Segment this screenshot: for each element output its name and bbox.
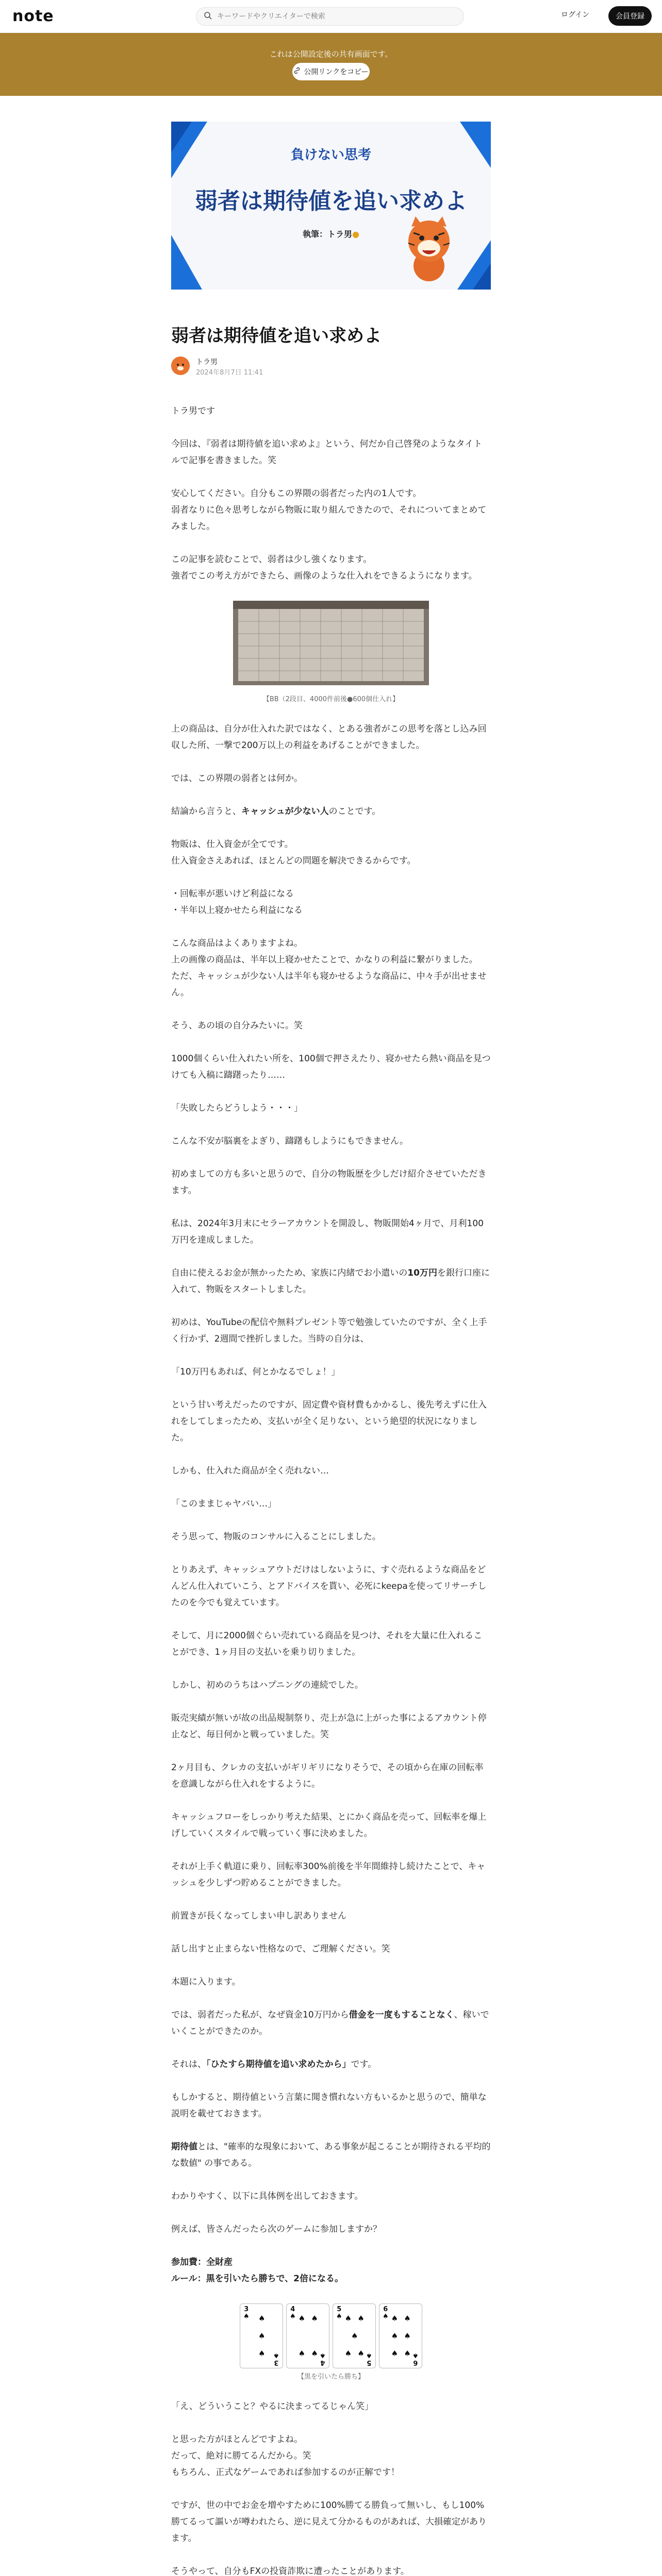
paragraph: 私は、2024年3月末にセラーアカウントを開設し、物販開始4ヶ月で、月利100万円を達成しました。 <box>171 1218 484 1245</box>
article-title: 弱者は期待値を追い求めよ <box>171 326 382 346</box>
list-item: ・半年以上寝かせたら利益になる <box>171 905 303 916</box>
paragraph: 今回は、『弱者は期待値を追い求めよ』という、何だか自己啓発のようなタイトルで記事を書きました。笑 <box>171 439 483 466</box>
tiger-mascot <box>393 209 465 281</box>
card-pip: ♠ <box>391 2331 399 2341</box>
top-navigation <box>0 0 662 33</box>
game-rule: ルール：黒を引いたら勝ちで、2倍になる。 <box>171 2274 343 2284</box>
paragraph: では、弱者だった私が、なぜ資金10万円から借金を一度もすることなく、稼いでいくことができたのか。 <box>171 2010 489 2037</box>
card-row <box>171 2303 491 2368</box>
figure-stock-image <box>171 601 491 704</box>
figure-caption: 【黒を引いたら勝ち】 <box>297 2373 365 2381</box>
card-rank: 3 ♠ <box>243 2306 250 2320</box>
paragraph: もちろん、正式なゲームであれば参加するのが正解です！ <box>171 2467 400 2478</box>
paragraph: 仕入資金さえあれば、ほとんどの問題を解決できるからです。 <box>171 856 416 866</box>
paragraph: 物販は、仕入資金が全てです。 <box>171 839 293 850</box>
paragraph: キャッシュフローをしっかり考えた結果、とにかく商品を売って、回転率を爆上げしていくスタイルで戦っていく事に決めました。 <box>171 1812 487 1839</box>
paragraph: しかし、初めのうちはハプニングの連続でした。 <box>171 1680 363 1690</box>
card-pip: ♠ <box>404 2313 411 2323</box>
figure-cards-1 <box>171 2303 491 2382</box>
card-pip: ♠ <box>258 2313 266 2323</box>
publish-date: 2024年8月7日 11:41 <box>196 369 263 377</box>
card-pip: ♠ <box>404 2349 411 2359</box>
article-meta <box>171 357 491 379</box>
paragraph: 2ヶ月目も、クレカの支払いがギリギリになりそうで、その頃から在庫の回転率を意識しながら仕入れをするように。 <box>171 1762 484 1789</box>
paragraph: 例えば、皆さんだったら次のゲームに参加しますか？ <box>171 2224 382 2234</box>
paragraph: 「10万円もあれば、何とかなるでしょ！」 <box>171 1367 340 1377</box>
article-header-image <box>171 122 491 290</box>
share-banner-text: これは公開設定後の共有画面です。 <box>269 49 393 59</box>
card-pip: ♠ <box>404 2331 411 2341</box>
list-item: ・回転率が悪いけど利益になる <box>171 889 294 899</box>
paragraph: 結論から言うと、キャッシュが少ない人のことです。 <box>171 806 381 817</box>
stock-photo <box>233 601 429 685</box>
card-pip: ♠ <box>391 2313 399 2323</box>
paragraph: 初めは、YouTubeの配信や無料プレゼント等で勉強していたのですが、全く上手く行かず、2週間で挫折しました。当時の自分は、 <box>171 1317 487 1344</box>
paragraph: こんな商品はよくありますよね。 <box>171 938 303 948</box>
paragraph: 弱者なりに色々思考しながら物販に取り組んできたので、それについてまとめてみました。 <box>171 505 487 532</box>
card-pip: ♠ <box>298 2313 306 2323</box>
paragraph: それが上手く軌道に乗り、回転率300%前後を半年間維持し続けたことで、キャッシュを少しずつ貯めることができました。 <box>171 1861 486 1888</box>
card-rank: 4 ♠ <box>320 2351 326 2366</box>
hero-subtitle: 負けない思考 <box>290 147 371 163</box>
search-input[interactable] <box>217 12 454 21</box>
paragraph: とりあえず、キャッシュアウトだけはしないように、すぐ売れるような商品をどんどん仕入れていこう、とアドバイスを貰い、必死にkeepaを使ってリサーチしたのを今でも覚えています。 <box>171 1565 487 1608</box>
paragraph: しかも、仕入れた商品が全く売れない… <box>171 1466 329 1476</box>
paragraph: ですが、世の中でお金を増やすために100%勝てる勝負って無いし、もし100%勝てるって謳いが噂われたら、逆に見えて分かるものがあれば、大損確定があります。 <box>171 2500 487 2544</box>
login-button[interactable]: ログイン <box>561 11 590 19</box>
game-title: 参加費：全財産 <box>171 2257 233 2267</box>
article-body <box>171 403 491 2576</box>
paragraph: そうやって、自分もFXの投資詐欺に遭ったことがあります。 <box>171 2566 409 2576</box>
paragraph: わかりやすく、以下に具体例を出しておきます。 <box>171 2191 363 2201</box>
playing-card <box>240 2303 283 2368</box>
paragraph: 「え、どういうこと？やるに決まってるじゃん笑」 <box>171 2401 374 2412</box>
paragraph: 強者でこの考え方ができたら、画像のような仕入れをできるようになります。 <box>171 571 477 581</box>
paragraph: 販売実績が無いが故の出品規制祭り、売上が急に上がった事によるアカウント停止など、毎日何かと戦っていました。笑 <box>171 1713 487 1740</box>
author-avatar[interactable] <box>171 357 190 375</box>
card-pip: ♠ <box>357 2313 365 2323</box>
card-rank: 6 ♠ <box>383 2306 389 2320</box>
paragraph: そして、月に2000個ぐらい売れている商品を見つけ、それを大量に仕入れることができ、1ヶ月目の支払いを乗り切りました。 <box>171 1631 483 1657</box>
author-name[interactable]: トラ男 <box>196 358 218 366</box>
card-pip: ♠ <box>311 2313 318 2323</box>
paragraph: 本題に入ります。 <box>171 1977 241 1987</box>
card-rank: 5 ♠ <box>366 2351 372 2366</box>
playing-card <box>379 2303 422 2368</box>
paragraph: 話し出すと止まらない性格なので、ご理解ください。笑 <box>171 1944 390 1954</box>
card-pip: ♠ <box>258 2349 266 2359</box>
copy-public-link-label: 公開リンクをコピー <box>304 68 369 76</box>
card-rank: 6 ♠ <box>412 2351 419 2366</box>
paragraph: 自由に使えるお金が無かったため、家族に内緒でお小遣いの10万円を銀行口座に入れて、物販をスタートしました。 <box>171 1268 490 1295</box>
note-logo[interactable]: note <box>12 7 54 25</box>
card-pip: ♠ <box>298 2349 306 2359</box>
paragraph: 上の画像の商品は、半年以上寝かせたことで、かなりの利益に繋がりました。 <box>171 955 478 965</box>
card-pip: ♠ <box>357 2349 365 2359</box>
playing-card <box>333 2303 376 2368</box>
paragraph: と思った方がほとんどですよね。 <box>171 2434 303 2445</box>
card-pip: ♠ <box>311 2349 318 2359</box>
paragraph: もしかすると、期待値という言葉に聞き慣れない方もいるかと思うので、簡単な説明を載せておきます。 <box>171 2092 487 2119</box>
paragraph: 1000個くらい仕入れたい所を、100個で押さえたり、寝かせたら熱い商品を見つけても入稿に躊躇ったり…… <box>171 1054 491 1080</box>
search-icon <box>204 11 212 22</box>
figure-caption: 【BB（2段目、4000件前後●600個仕入れ】 <box>262 696 400 703</box>
card-pip: ♠ <box>344 2349 352 2359</box>
paragraph: 上の商品は、自分が仕入れた訳ではなく、とある強者がこの思考を落とし込み回収した所、一撃で200万以上の利益をあげることができました。 <box>171 724 487 751</box>
paragraph: 「このままじゃヤバい…」 <box>171 1499 276 1509</box>
paragraph: そう思って、物販のコンサルに入ることにしました。 <box>171 1532 381 1542</box>
card-rank: 3 ♠ <box>273 2351 279 2366</box>
card-pip: ♠ <box>391 2349 399 2359</box>
article <box>171 325 491 2576</box>
card-pip: ♠ <box>258 2331 266 2341</box>
paragraph: ただ、キャッシュが少ない人は半年も寝かせるような商品に、中々手が出せません。 <box>171 971 487 998</box>
paragraph: 前置きが長くなってしまい申し訳ありません <box>171 1911 346 1921</box>
signup-button[interactable]: 会員登録 <box>608 6 652 26</box>
paragraph: 初めましての方も多いと思うので、自分の物販歴を少しだけ紹介させていただきます。 <box>171 1169 487 1196</box>
paragraph: では、この界隈の弱者とは何か。 <box>171 773 303 784</box>
playing-card <box>286 2303 329 2368</box>
card-pip: ♠ <box>351 2331 358 2341</box>
paragraph: だって、絶対に勝てるんだから。笑 <box>171 2451 311 2461</box>
hero-title: 弱者は期待値を追い求めよ <box>195 188 467 214</box>
share-banner <box>0 33 662 96</box>
paragraph: 安心してください。自分もこの界隈の弱者だった内の1人です。 <box>171 488 422 499</box>
search-box[interactable] <box>196 7 464 26</box>
card-rank: 4 ♠ <box>290 2306 296 2320</box>
hero-author-label: 執筆：トラ男 <box>303 229 353 239</box>
paragraph: トラ男です <box>171 406 215 416</box>
card-pip: ♠ <box>344 2313 352 2323</box>
paragraph: という甘い考えだったのですが、固定費や資材費もかかるし、後先考えずに仕入れをしてしまったため、支払いが全く足りない、という絶望的状況になりました。 <box>171 1400 487 1443</box>
paragraph: 期待値とは、"確率的な現象において、ある事象が起こることが期待される平均的な数値" の事である。 <box>171 2142 491 2168</box>
copy-public-link-button[interactable] <box>292 63 370 80</box>
paragraph: この記事を読むことで、弱者は少し強くなります。 <box>171 554 372 565</box>
paragraph: そう、あの頃の自分みたいに。笑 <box>171 1021 303 1031</box>
paragraph: それは、「ひたすら期待値を追い求めたから」です。 <box>171 2059 377 2070</box>
paragraph: 「失敗したらどうしよう・・・」 <box>171 1103 303 1113</box>
card-rank: 5 ♠ <box>336 2306 342 2320</box>
hero-author: 執筆：トラ男● <box>303 229 359 239</box>
paragraph: こんな不安が脳裏をよぎり、躊躇もしようにもできません。 <box>171 1136 409 1146</box>
link-icon <box>293 67 301 76</box>
